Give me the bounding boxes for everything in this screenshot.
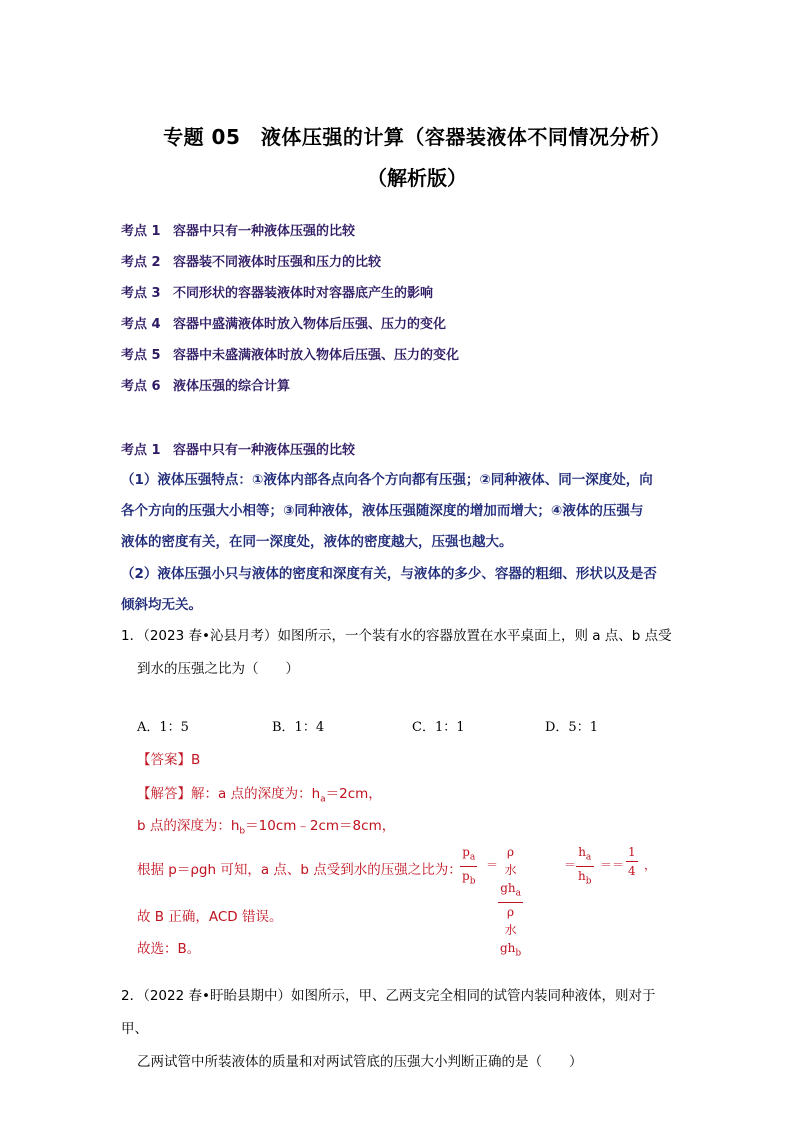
knowledge-paragraph-1 [121,465,681,558]
analysis-line-2 [137,814,395,837]
subscript: a [320,794,326,805]
section-key: 考点 1 [121,443,161,458]
subscript: b [239,826,246,837]
topic-text: 液体压强的综合计算 [173,379,291,394]
topic-text: 容器装不同液体时压强和压力的比较 [173,255,382,270]
analysis-line-1 [137,782,382,805]
document-title: 专题 05 液体压强的计算（容器装液体不同情况分析） [163,125,671,149]
question-1 [121,620,681,686]
topic-key: 考点 5 [121,348,161,363]
analysis-value: ＝10cm﹣2cm＝8cm， [245,818,396,834]
equals-sign: ＝ [564,858,577,872]
subscript: a [469,852,476,863]
topic-list [121,220,459,406]
fraction-numerator: p [462,845,470,859]
subscript: a [515,888,521,899]
fraction-denominator: h [578,869,586,884]
topic-text: 不同形状的容器装液体时对容器底产生的影响 [173,286,434,301]
document-subtitle: （解析版） [367,166,467,190]
paragraph-line: （2）液体压强小只与液体的密度和深度有关，与液体的多少、容器的粗细、形状以及是否 [121,566,657,582]
topic-text: 容器中未盛满液体时放入物体后压强、压力的变化 [173,348,460,363]
equals-sign: ＝ [612,858,625,872]
topic-item-2 [121,251,459,282]
subscript: b [585,876,592,887]
fraction-denominator: 4 [628,864,636,878]
trailing-comma: ， [644,858,657,872]
knowledge-paragraph-2 [121,559,681,621]
subscript: a [585,852,592,863]
analysis-text: 解：a 点的深度为：h [191,786,321,802]
equals-sign: ＝ [600,858,613,872]
topic-item-5 [121,344,459,375]
analysis-value: ＝2cm， [325,786,382,802]
question-line: 到水的压强之比为（ ） [137,661,299,677]
fraction-rho-gh [498,843,523,963]
subscript: b [469,876,476,887]
analysis-text: b 点的深度为：h [137,818,240,834]
question-line: 1．（2023 春•沁县月考）如图所示，一个装有水的容器放置在水平桌面上，则 a 点、b 点受 [121,628,672,644]
topic-key: 考点 6 [121,379,161,394]
section-text: 容器中只有一种液体压强的比较 [173,443,356,458]
topic-key: 考点 2 [121,255,161,270]
option-d: D．5：1 [545,720,598,735]
topic-item-4 [121,313,459,344]
option-c: C．1：1 [412,720,465,735]
topic-item-6 [121,375,459,406]
topic-text: 容器中盛满液体时放入物体后压强、压力的变化 [173,317,447,332]
option-b: B．1：4 [272,720,325,735]
subscript: b [515,948,522,959]
fraction-denominator: ρ 水gh [500,905,517,956]
answer-line: 【答案】B [137,752,201,768]
fraction-denominator: p [462,869,470,884]
topic-item-3 [121,282,459,313]
analysis-line-3: 根据 p＝ρgh 可知，a 点、b 点受到水的压强之比为： [137,862,462,878]
paragraph-line: 各个方向的压强大小相等；③同种液体，液体压强随深度的增加而增大；④液体的压强与 [121,503,644,519]
topic-key: 考点 3 [121,286,161,301]
question-line: 2．（2022 春•盱眙县期中）如图所示，甲、乙两支完全相同的试管内装同种液体，则对于甲、 [121,988,656,1037]
paragraph-line: 液体的密度有关，在同一深度处，液体的密度越大，压强也越大。 [121,534,513,550]
fraction-numerator: h [578,845,586,859]
conclusion-line: 故 B 正确，ACD 错误。 [137,909,283,925]
paragraph-line: （1）液体压强特点：①液体内部各点向各个方向都有压强；②同种液体、同一深度处，向 [121,472,653,488]
topic-item-1 [121,220,459,251]
fraction-numerator: ρ 水gh [500,845,517,895]
topic-text: 容器中只有一种液体压强的比较 [173,224,356,239]
section-heading [121,439,355,458]
option-a: A．1：5 [137,720,189,735]
fraction-ha-hb [576,843,594,891]
equals-sign: ＝ [486,858,499,872]
analysis-label: 【解答】 [137,786,191,802]
question-2 [121,980,681,1079]
question-line: 乙两试管中所装液体的质量和对两试管底的压强大小判断正确的是（ ） [137,1054,583,1070]
fraction-numerator: 1 [626,843,638,862]
fraction-pa-pb [460,843,477,891]
paragraph-line: 倾斜均无关。 [121,597,202,613]
fraction-one-quarter [626,843,638,880]
topic-key: 考点 1 [121,224,161,239]
choice-line: 故选：B。 [137,941,201,957]
topic-key: 考点 4 [121,317,161,332]
